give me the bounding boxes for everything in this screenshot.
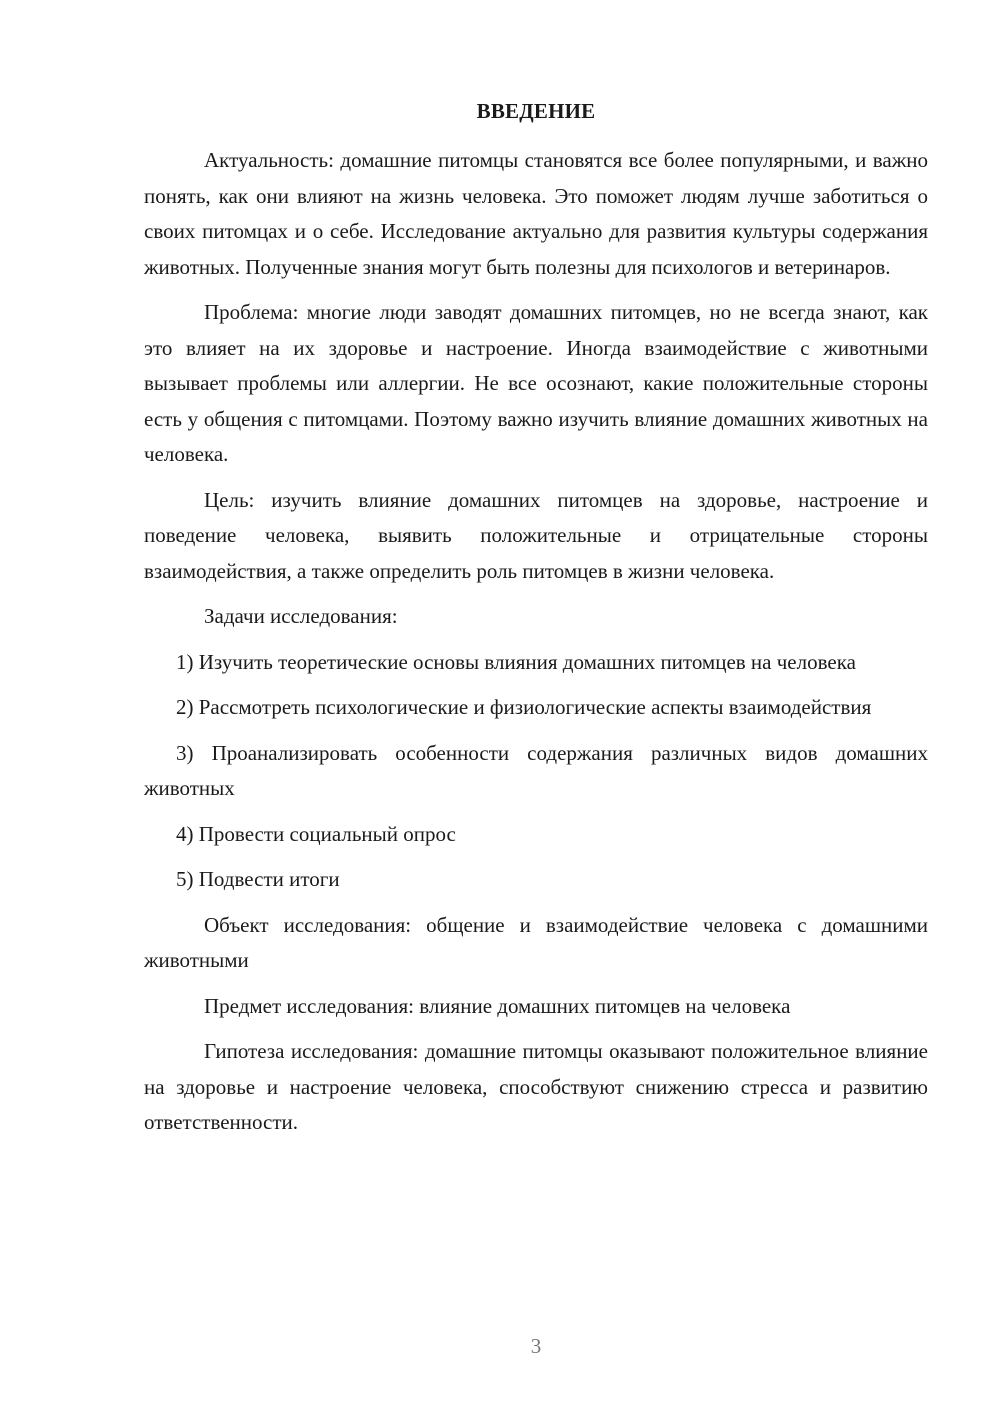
task-item-2: 2) Рассмотреть психологические и физиологические аспекты взаимодействия: [176, 695, 872, 719]
paragraph-tasks-heading: Задачи исследования:: [204, 604, 398, 628]
page-number: 3: [530, 1334, 542, 1358]
paragraph-hypothesis: Гипотеза исследования: домашние питомцы оказывают положительное влияние на здоровье и настроение человека, способствуют снижению стресса и развитию ответственности.: [144, 1039, 928, 1134]
page-title: ВВЕДЕНИЕ: [476, 99, 596, 123]
paragraph-subject: Предмет исследования: влияние домашних питомцев на человека: [204, 993, 791, 1018]
task-item-4: 4) Провести социальный опрос: [176, 821, 456, 846]
task-item-5: 5) Подвести итоги: [176, 867, 340, 891]
paragraph-goal: Цель: изучить влияние домашних питомцев на здоровье, настроение и поведение человека, выявить положительные и отрицательные стороны взаимодействия, а также определить роль питомцев в жизни человека.: [144, 487, 928, 583]
task-item-3: 3) Проанализировать особенности содержания различных видов домашних животных: [144, 740, 928, 800]
paragraph-problem: Проблема: многие люди заводят домашних питомцев, но не всегда знают, как это влияет на их здоровье и настроение. Иногда взаимодействие с животными вызывает проблемы или аллергии. Не все осознают, какие положительные стороны есть у общения с питомцами. Поэтому важно изучить влияние домашних животных на человека.: [144, 300, 928, 466]
paragraph-relevance: Актуальность: домашние питомцы становятся все более популярными, и важно понять, как они влияют на жизнь человека. Это поможет людям лучше заботиться о своих питомцах и о себе. Исследование актуально для развития культуры содержания животных. Полученные знания могут быть полезны для психологов и ветеринаров.: [144, 148, 928, 279]
document-page: [144, 96, 928, 1151]
paragraph-object: Объект исследования: общение и взаимодействие человека с домашними животными: [144, 912, 928, 972]
task-item-1: 1) Изучить теоретические основы влияния домашних питомцев на человека: [176, 649, 856, 674]
